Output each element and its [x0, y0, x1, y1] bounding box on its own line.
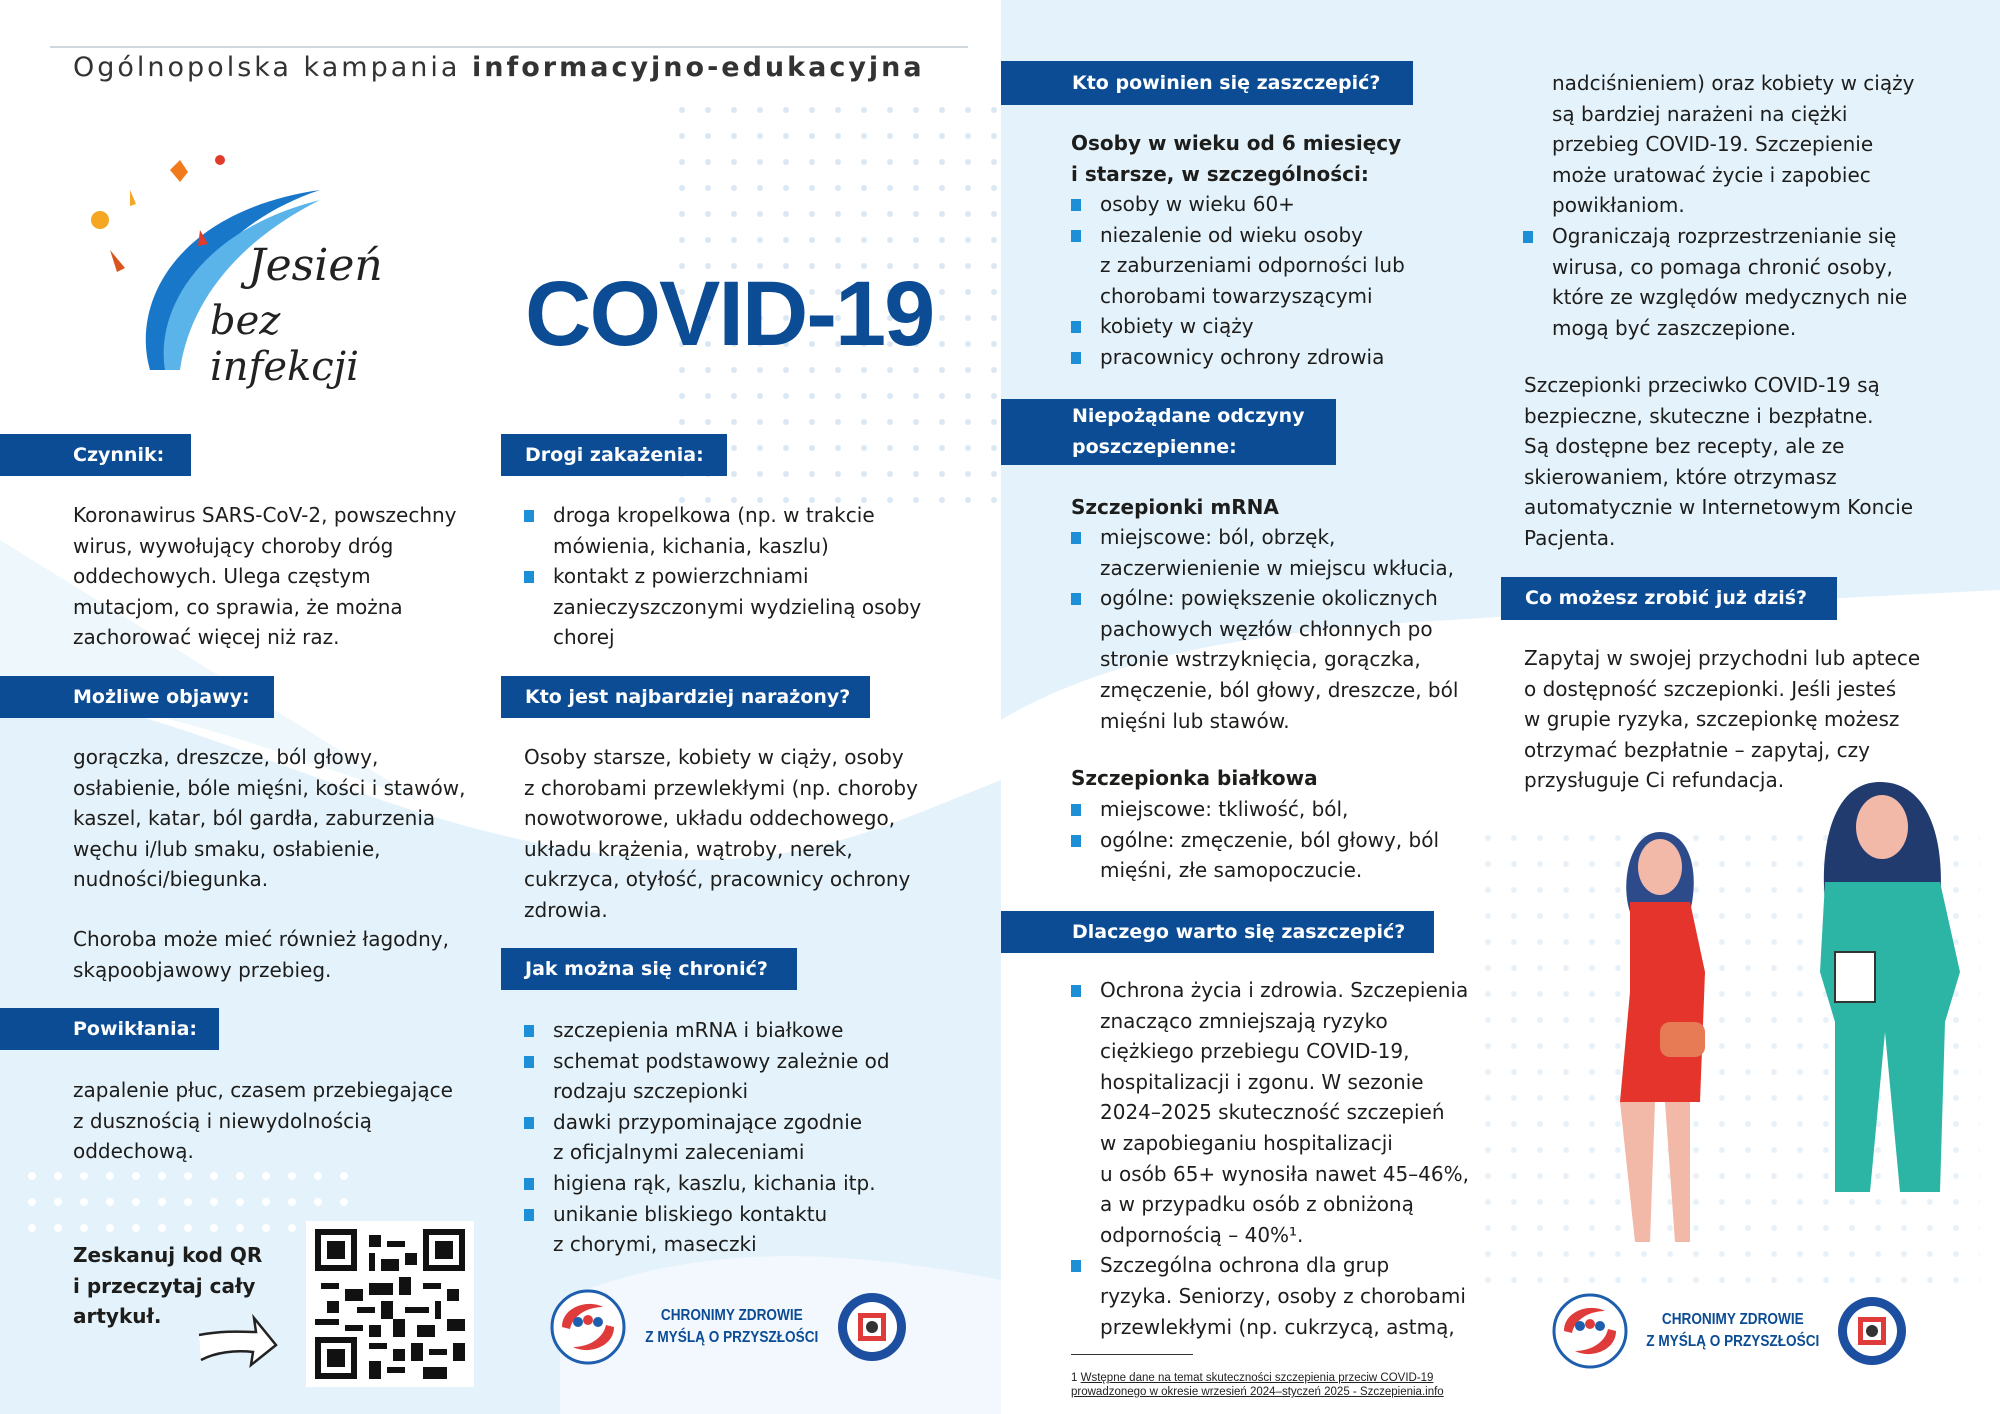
list-item: miejscowe: ból, obrzęk, zaczerwienienie w miejscu wkłucia,: [1071, 522, 1458, 583]
list-item: Ochrona życia i zdrowia. Szczepienia znacząco zmniejszają ryzyko ciężkiego przebiegu COVID-19, hospitalizacji i zgonu. W sezonie 2024–2025 skuteczność szczepień w zapobieganiu hospitalizacji u osób 65+ wynosiła nawet 45–46%, a w przypadku osób z obniżoną odpornością – 40%¹.: [1071, 975, 1469, 1250]
qr-code[interactable]: [306, 1221, 474, 1387]
kto-szczepic-list: [1071, 189, 1405, 373]
objawy-text: gorączka, dreszcze, ból głowy, osłabienie, bóle mięśni, kości i stawów, kaszel, katar, ból gardła, zaburzenia węchu i/lub smaku, osłabienie, nudności/biegunka.: [73, 745, 466, 892]
chronimy-zdrowie-logo-icon: [548, 1287, 628, 1367]
list-item: unikanie bliskiego kontaktu z chorymi, maseczki: [524, 1199, 890, 1260]
bialkowa-title: Szczepionka białkowa: [1071, 766, 1318, 790]
list-item: ogólne: zmęczenie, ból głowy, ból mięśni, złe samopoczucie.: [1071, 825, 1439, 886]
campaign-title: [73, 52, 925, 83]
campaign-title-prefix: Ogólnopolska kampania: [73, 52, 472, 83]
niepozadane-header: Niepożądane odczyny poszczepienne:: [1001, 399, 1336, 465]
kto-szczepic-lead: Osoby w wieku od 6 miesięcy i starsze, w szczególności:: [1071, 131, 1402, 186]
chronic-header: Jak można się chronić?: [501, 948, 797, 990]
co-mozesz-text: Zapytaj w swojej przychodni lub aptece o dostępność szczepionki. Jeśli jesteś w grupie ryzyka, szczepionkę możesz otrzymać bezpłatnie – zapytaj, czy przysługuje Ci refundacja.: [1524, 646, 1921, 793]
list-item: niezalenie od wieku osoby z zaburzeniami odporności lub chorobami towarzyszącymi: [1071, 220, 1405, 312]
sanepid-seal-icon: [1836, 1295, 1908, 1367]
co-mozesz-header: Co możesz zrobić już dziś?: [1501, 577, 1837, 620]
list-item: Szczególna ochrona dla grup ryzyka. Seniorzy, osoby z chorobami przewlekłymi (np. cukrzycą, astmą,: [1071, 1250, 1469, 1342]
qr-code-icon: [314, 1229, 466, 1379]
chronic-list: [524, 1015, 890, 1260]
list-item: pracownicy ochrony zdrowia: [1071, 342, 1405, 373]
list-item: kontakt z powierzchniami zanieczyszczonymi wydzieliną osoby chorej: [524, 561, 921, 653]
list-item: kobiety w ciąży: [1071, 311, 1405, 342]
campaign-title-bold: informacyjno-edukacyjna: [472, 52, 925, 83]
dlaczego-list: [1071, 975, 1469, 1342]
footnote[interactable]: [1071, 1357, 1444, 1399]
footnote-number: 1: [1071, 1372, 1078, 1384]
czynnik-header: Czynnik:: [0, 434, 191, 476]
list-item: droga kropelkowa (np. w trakcie mówienia, kichania, kaszlu): [524, 500, 921, 561]
footnote-link[interactable]: Wstępne dane na temat skuteczności szczepienia przeciw COVID-19 prowadzonego w okresie wrzesień 2024–styczeń 2025 - Szczepienia.info: [1071, 1372, 1444, 1398]
jesien-logo-line2: bez infekcji: [210, 298, 359, 390]
powiklania-text: zapalenie płuc, czasem przebiegające z dusznością i niewydolnością oddechową.: [73, 1078, 453, 1164]
list-item: ogólne: powiększenie okolicznych pachowych węzłów chłonnych po stronie wstrzyknięcia, gorączka, zmęczenie, ból głowy, dreszcze, ból mięśni lub stawów.: [1071, 583, 1458, 736]
objawy-header: Możliwe objawy:: [0, 676, 274, 718]
powiklania-header: Powikłania:: [0, 1008, 219, 1050]
chronimy-zdrowie-logo-icon: [1550, 1291, 1630, 1371]
footer-logo-text: CHRONIMY ZDROWIE Z MYŚLĄ O PRZYSZŁOŚCI: [645, 1307, 819, 1346]
mrna-list: [1071, 522, 1458, 736]
drogi-list: [524, 500, 921, 653]
qr-caption: Zeskanuj kod QR i przeczytaj cały artykuł.: [73, 1243, 263, 1329]
list-item: szczepienia mRNA i białkowe: [524, 1015, 890, 1046]
safety-text: Szczepionki przeciwko COVID-19 są bezpieczne, skuteczne i bezpłatne. Są dostępne bez recepty, ale ze skierowaniem, które otrzymasz automatycznie w Internetowym Koncie Pacjenta.: [1524, 373, 1914, 550]
narazony-header: Kto jest najbardziej narażony?: [501, 676, 870, 718]
list-item: dawki przypominające zgodnie z oficjalnymi zaleceniami: [524, 1107, 890, 1168]
drogi-header: Drogi zakażenia:: [501, 434, 727, 476]
arrow-right-icon: [196, 1310, 281, 1370]
dlaczego-header: Dlaczego warto się zaszczepić?: [1001, 911, 1434, 953]
footnote-divider: [1071, 1354, 1193, 1355]
footer-logos-right: [1550, 1286, 1908, 1376]
continued-text: nadciśnieniem) oraz kobiety w ciąży są bardziej narażeni na ciężki przebieg COVID-19. Szczepienie może uratować życie i zapobiec powikłaniom.: [1552, 71, 1915, 218]
czynnik-text: Koronawirus SARS-CoV-2, powszechny wirus, wywołujący choroby dróg oddechowych. Ulega częstym mutacjom, co sprawia, że można zachorować więcej niż raz.: [73, 503, 457, 650]
jesien-logo-line1: Jesień: [248, 240, 383, 291]
col4-list: [1523, 221, 1907, 343]
page-title: COVID-19: [525, 263, 934, 365]
list-item: Ograniczają rozprzestrzenianie się wirusa, co pomaga chronić osoby, które ze względów medycznych nie mogą być zaszczepione.: [1523, 221, 1907, 343]
kto-szczepic-header: Kto powinien się zaszczepić?: [1001, 61, 1413, 105]
narazony-text: Osoby starsze, kobiety w ciąży, osoby z chorobami przewlekłymi (np. choroby nowotworowe, układu oddechowego, układu krążenia, wątroby, nerek, cukrzyca, otyłość, pracownicy ochrony zdrowia.: [524, 745, 918, 922]
sanepid-seal-icon: [836, 1291, 908, 1363]
footer-logos-left: [548, 1282, 908, 1372]
jesien-logo: [70, 130, 440, 390]
list-item: schemat podstawowy zależnie od rodzaju szczepionki: [524, 1046, 890, 1107]
bialkowa-list: [1071, 794, 1439, 886]
objawy-text-mild: Choroba może mieć również łagodny, skąpoobjawowy przebieg.: [73, 927, 449, 982]
list-item: osoby w wieku 60+: [1071, 189, 1405, 220]
list-item: higiena rąk, kaszlu, kichania itp.: [524, 1168, 890, 1199]
women-illustration: [1550, 772, 1970, 1272]
list-item: miejscowe: tkliwość, ból,: [1071, 794, 1439, 825]
mrna-title: Szczepionki mRNA: [1071, 495, 1279, 519]
footer-logo-text: CHRONIMY ZDROWIE Z MYŚLĄ O PRZYSZŁOŚCI: [1646, 1311, 1820, 1350]
